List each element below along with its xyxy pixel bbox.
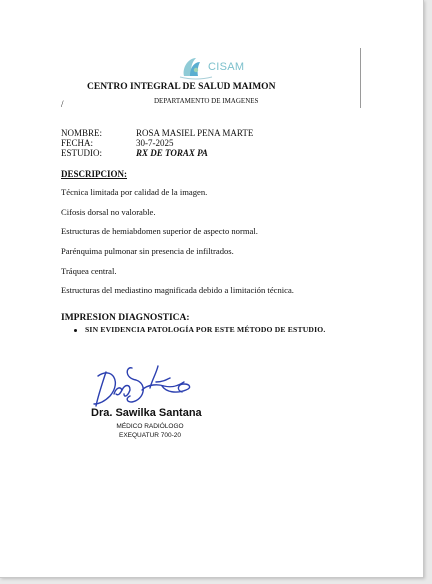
description-paragraph: Estructuras de hemiabdomen superior de aspecto normal. bbox=[61, 226, 258, 236]
description-paragraph: Técnica limitada por calidad de la imagen. bbox=[61, 187, 208, 197]
description-paragraph: Parénquima pulmonar sin presencia de infiltrados. bbox=[61, 246, 234, 256]
department-title: DEPARTAMENTO DE IMAGENES bbox=[154, 97, 259, 105]
date-value: 30-7-2025 bbox=[136, 138, 174, 148]
impression-item bbox=[74, 325, 325, 334]
description-heading: DESCRIPCION: bbox=[61, 169, 128, 179]
handwritten-signature bbox=[92, 360, 202, 410]
center-title: CENTRO INTEGRAL DE SALUD MAIMON bbox=[87, 82, 276, 92]
slash-mark: / bbox=[61, 99, 64, 109]
clinic-logo-text: CISAM bbox=[208, 61, 245, 73]
study-value: RX DE TORAX PA bbox=[136, 148, 208, 158]
signer-license: EXEQUATUR 700-20 bbox=[118, 432, 181, 439]
description-paragraph: Tráquea central. bbox=[61, 266, 117, 276]
study-label: ESTUDIO: bbox=[61, 148, 102, 158]
description-paragraph: Cifosis dorsal no valorable. bbox=[61, 207, 156, 217]
description-paragraph: Estructuras del mediastino magnificada debido a limitación técnica. bbox=[61, 285, 294, 295]
margin-line bbox=[360, 48, 361, 108]
date-label: FECHA: bbox=[61, 138, 94, 148]
name-label: NOMBRE: bbox=[61, 128, 103, 138]
signer-credentials bbox=[112, 422, 188, 440]
signer-role: MÉDICO RADIÓLOGO bbox=[116, 423, 184, 430]
impression-heading: IMPRESION DIAGNOSTICA: bbox=[61, 313, 190, 323]
name-value: ROSA MASIEL PENA MARTE bbox=[136, 128, 254, 138]
bullet-icon bbox=[74, 329, 77, 332]
impression-item-text: SIN EVIDENCIA PATOLOGÍA POR ESTE MÉTODO DE ESTUDIO. bbox=[85, 325, 326, 334]
signer-name: Dra. Sawilka Santana bbox=[91, 407, 202, 419]
